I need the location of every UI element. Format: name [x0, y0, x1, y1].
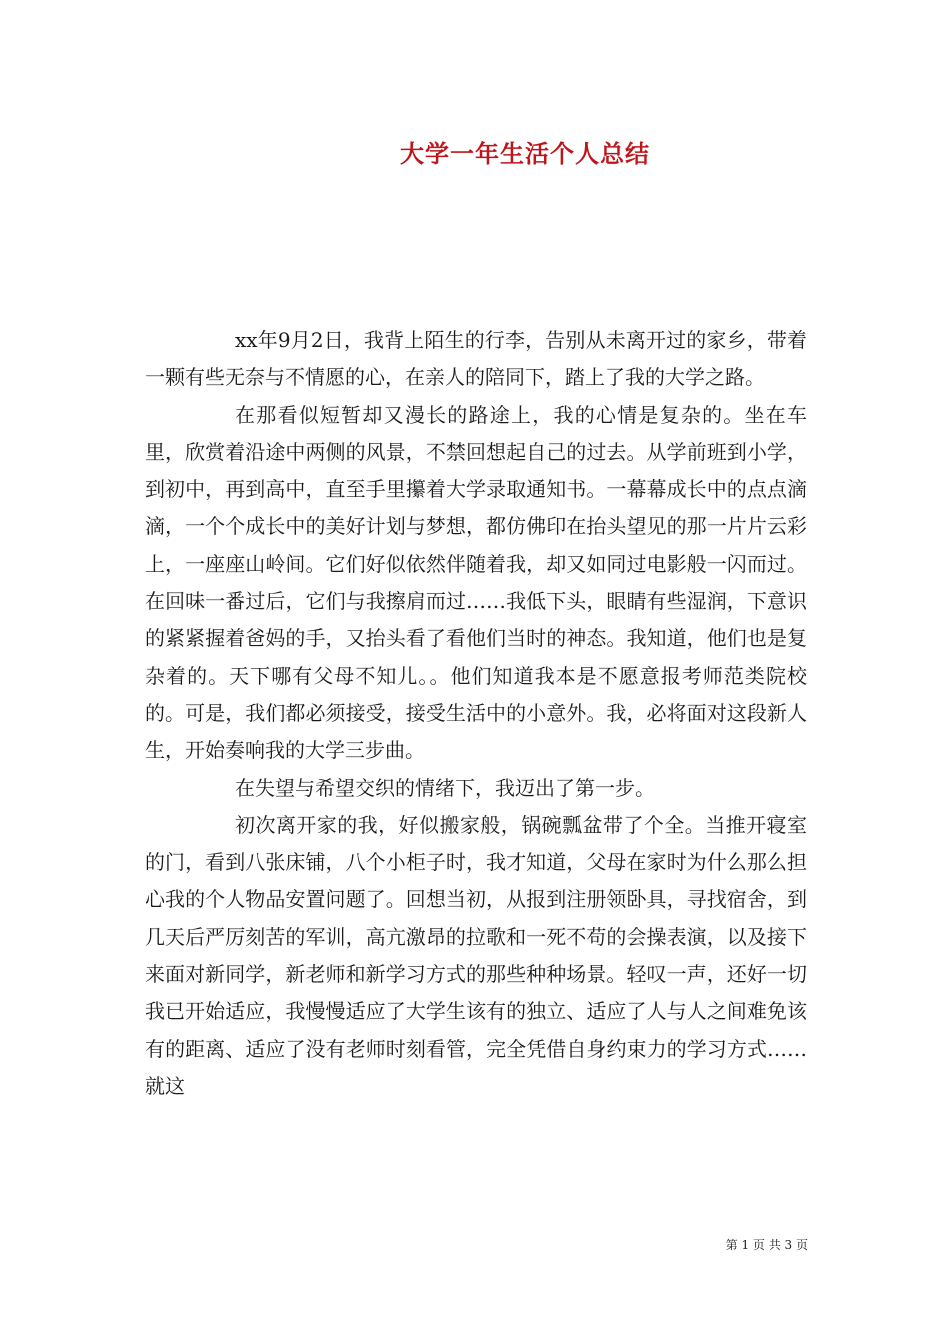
document-title: 大学一年生活个人总结: [400, 140, 650, 168]
document-body: [145, 322, 807, 1105]
paragraph-4: 初次离开家的我，好似搬家般，锅碗瓢盆带了个全。当推开寝室的门，看到八张床铺，八个小柜子时，我才知道，父母在家时为什么那么担心我的个人物品安置问题了。回想当初，从报到注册领卧具，寻找宿舍，到几天后严厉刻苦的军训，高亢激昂的拉歌和一死不苟的会操表演，以及接下来面对新同学，新老师和新学习方式的那些种种场景。轻叹一声，还好一切我已开始适应，我慢慢适应了大学生该有的独立、适应了人与人之间难免该有的距离、适应了没有老师时刻看管，完全凭借自身约束力的学习方式……就这: [145, 812, 807, 1098]
paragraph-1: xx年9月2日，我背上陌生的行李，告别从未离开过的家乡，带着一颗有些无奈与不情愿的心，在亲人的陪同下，踏上了我的大学之路。: [145, 328, 807, 390]
paragraph-3: 在失望与希望交织的情绪下，我迈出了第一步。: [235, 775, 655, 800]
paragraph-2: 在那看似短暂却又漫长的路途上，我的心情是复杂的。坐在车里，欣赏着沿途中两侧的风景，不禁回想起自己的过去。从学前班到小学，到初中，再到高中，直至手里攥着大学录取通知书。一幕幕成长中的点点滴滴，一个个成长中的美好计划与梦想，都仿佛印在抬头望见的那一片片云彩上，一座座山岭间。它们好似依然伴随着我，却又如同过电影般一闪而过。在回味一番过后，它们与我擦肩而过……我低下头，眼睛有些湿润，下意识的紧紧握着爸妈的手，又抬头看了看他们当时的神态。我知道，他们也是复杂着的。天下哪有父母不知儿。。他们知道我本是不愿意报考师范类院校的。可是，我们都必须接受，接受生活中的小意外。我，必将面对这段新人生，开始奏响我的大学三步曲。: [145, 402, 807, 763]
page-number-footer: 第 1 页 共 3 页: [725, 1238, 808, 1252]
